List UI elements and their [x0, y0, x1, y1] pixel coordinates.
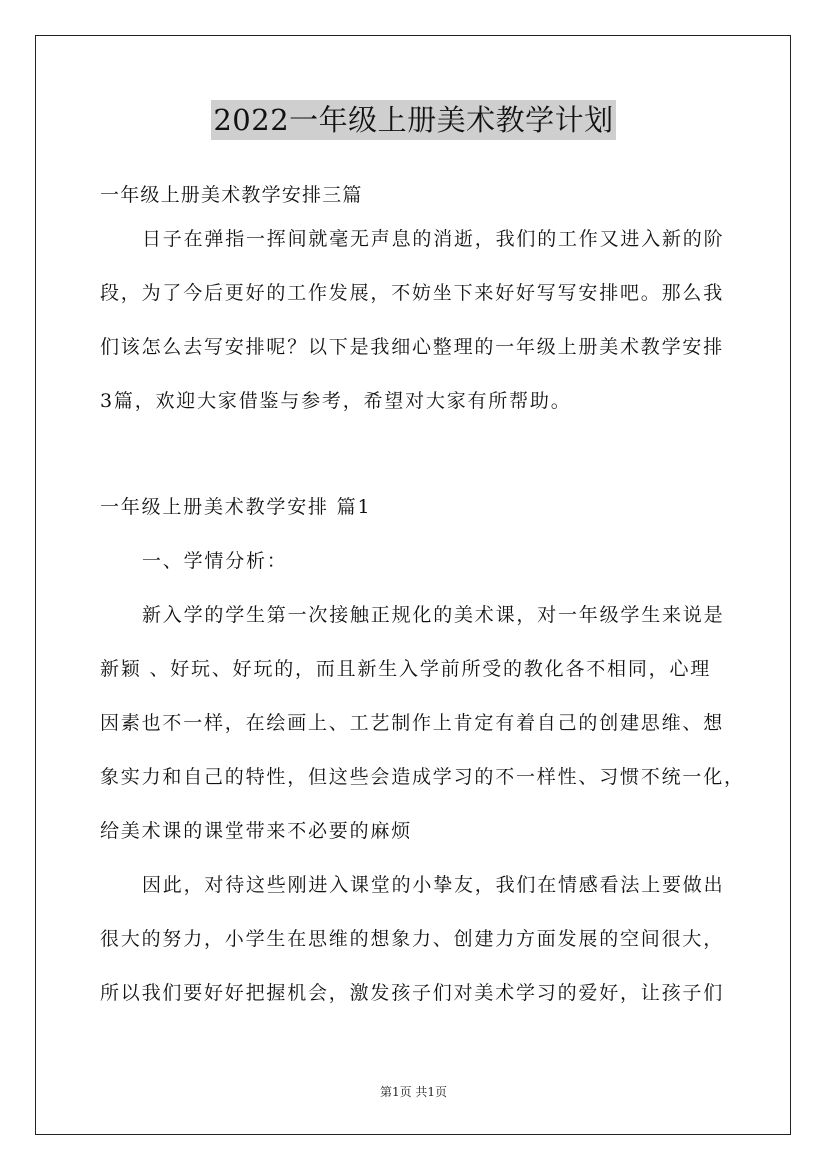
paragraph-line: 给美术课的课堂带来不必要的麻烦: [100, 820, 413, 842]
page-number: 第1页 共1页: [379, 1085, 448, 1099]
document-title: 2022一年级上册美术教学计划: [211, 100, 615, 140]
intro-line: 段，为了今后更好的工作发展，不妨坐下来好好写写安排吧。那么我: [100, 282, 725, 304]
subsection-heading: 一、学情分析：: [142, 550, 288, 572]
paragraph-line: 因素也不一样，在绘画上、工艺制作上肯定有着自己的创建思维、想: [100, 712, 725, 734]
paragraph-line: 因此，对待这些刚进入课堂的小挚友，我们在情感看法上要做出: [142, 874, 725, 896]
paragraph-line: 所以我们要好好把握机会，激发孩子们对美术学习的爱好，让孩子们: [100, 982, 725, 1004]
document-body: [100, 176, 745, 1028]
paragraph-line: 新颖 、好玩、好玩的，而且新生入学前所受的教化各不相同，心理: [100, 658, 712, 680]
page-footer: [0, 1083, 827, 1100]
intro-line: 3篇，欢迎大家借鉴与参考，希望对大家有所帮助。: [100, 390, 572, 412]
intro-line: 们该怎么去写安排呢？以下是我细心整理的一年级上册美术教学安排: [100, 336, 725, 358]
subtitle: 一年级上册美术教学安排三篇: [100, 184, 363, 206]
intro-line: 日子在弹指一挥间就毫无声息的消逝，我们的工作又进入新的阶: [142, 228, 725, 250]
title-container: [0, 100, 827, 140]
paragraph-line: 新入学的学生第一次接触正规化的美术课，对一年级学生来说是: [142, 604, 725, 626]
section-heading: 一年级上册美术教学安排 篇1: [100, 496, 372, 518]
paragraph-line: 象实力和自己的特性，但这些会造成学习的不一样性、习惯不统一化，: [100, 766, 745, 788]
paragraph-line: 很大的努力，小学生在思维的想象力、创建力方面发展的空间很大，: [100, 928, 725, 950]
